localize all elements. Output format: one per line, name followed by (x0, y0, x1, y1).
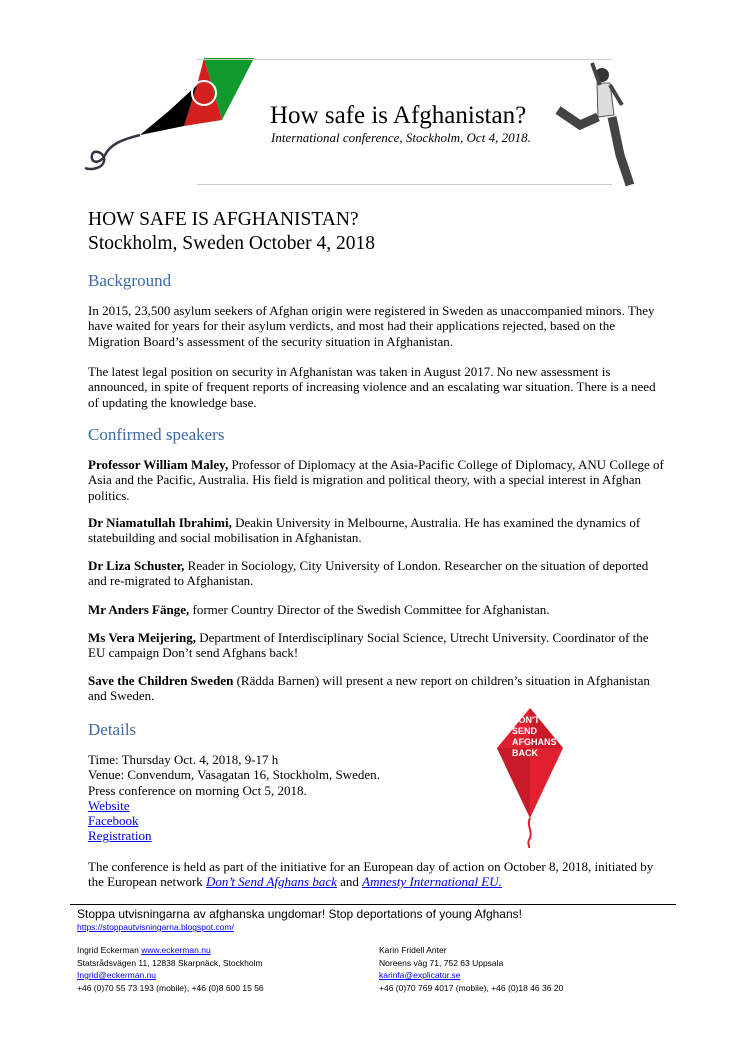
speaker-name: Professor William Maley, (88, 457, 229, 472)
speaker-description: Department of Interdisciplinary Social Science, Utrecht University. Coordinator of the EU campaign Don’t send Afghans back! (88, 630, 649, 661)
contact-phone: +46 (0)70 55 73 193 (mobile), +46 (0)8 600 15 56 (77, 982, 264, 993)
contact-address: Statsrådsvägen 11, 12838 Skarpnäck, Stockholm (77, 957, 263, 968)
svg-text:DON'T: DON'T (512, 715, 540, 725)
details-block (88, 752, 668, 844)
speaker-name: Mr Anders Fänge, (88, 602, 190, 617)
page-subtitle: Stockholm, Sweden October 4, 2018 (88, 233, 376, 254)
details-heading: Details (88, 720, 137, 739)
svg-text:AFGHANS: AFGHANS (512, 737, 557, 747)
contact-address: Noreens väg 71, 752 63 Uppsala (379, 957, 504, 968)
speaker-description: Professor of Diplomacy at the Asia-Pacific College of Diplomacy, ANU College of Asia and the Pacific, Australia. His field is migration and political theory, with a special interest in Afghan politics. (88, 457, 664, 503)
speaker-description: Reader in Sociology, City University of London. Researcher on the situation of deported and re-migrated to Afghanistan. (88, 558, 649, 589)
website-link[interactable]: Website (88, 797, 130, 813)
page-title: HOW SAFE IS AFGHANISTAN? (88, 209, 359, 230)
background-heading: Background (88, 271, 172, 290)
speaker-item (88, 630, 668, 661)
afghan-flag-kite-icon (80, 55, 260, 175)
closing-text: and (336, 874, 363, 890)
speakers-heading: Confirmed speakers (88, 425, 225, 444)
footer-slogan: Stoppa utvisningarna av afghanska ungdomar! Stop deportations of young Afghans! (77, 907, 522, 921)
footer-divider (70, 904, 676, 905)
speaker-item (88, 673, 668, 704)
speaker-description: (Rädda Barnen) will present a new report on children’s situation in Afghanistan and Sweden. (88, 673, 650, 704)
banner-title: How safe is Afghanistan? (270, 102, 527, 129)
speaker-name: Save the Children Sweden (88, 673, 234, 688)
facebook-link[interactable]: Facebook (88, 813, 139, 829)
speaker-description: Deakin University in Melbourne, Australia. He has examined the dynamics of statebuilding and social mobilisation in Afghanistan. (88, 515, 641, 546)
contact-1 (77, 944, 264, 994)
background-paragraph-1: In 2015, 23,500 asylum seekers of Afghan origin were registered in Sweden as unaccompanied minors. They have waited for years for their asylum verdicts, and most had their applications rejected, based on the Migration Board’s assessment of the security situation in Afghanistan. (88, 303, 655, 349)
dont-send-afghans-back-link[interactable]: Don’t Send Afghans back (206, 874, 337, 890)
speaker-name: Ms Vera Meijering, (88, 630, 196, 645)
speaker-description: former Country Director of the Swedish Committee for Afghanistan. (189, 602, 550, 617)
background-paragraph-2: The latest legal position on security in Afghanistan was taken in August 2017. No new assessment is announced, in spite of frequent reports of increasing violence and an escalating war situation. There is a need of updating the knowledge base. (88, 364, 656, 410)
closing-text: The conference is held as part of the initiative for an European day of action on October 8, 2018, initiated by the European network (88, 859, 654, 890)
speaker-item (88, 515, 668, 546)
jumping-boy-illustration (550, 55, 640, 190)
details-press: Press conference on morning Oct 5, 2018. (88, 782, 307, 798)
banner-subtitle: International conference, Stockholm, Oct 4, 2018. (271, 130, 531, 145)
contact-2 (379, 944, 563, 994)
speaker-name: Dr Niamatullah Ibrahimi, (88, 515, 232, 530)
svg-text:SEND: SEND (512, 726, 538, 736)
dont-send-afghans-back-kite-logo (496, 708, 566, 848)
speaker-item (88, 602, 668, 617)
speaker-item (88, 457, 668, 503)
amnesty-link[interactable]: Amnesty International EU. (362, 874, 502, 890)
contact-email-link[interactable]: karinfa@explicator.se (379, 970, 461, 980)
banner (0, 0, 746, 200)
speaker-name: Dr Liza Schuster, (88, 558, 185, 573)
speaker-item (88, 558, 668, 589)
contact-name: Ingrid Eckerman (77, 945, 142, 955)
details-time: Time: Thursday Oct. 4, 2018, 9-17 h (88, 752, 279, 767)
closing-paragraph (88, 859, 668, 890)
blog-link[interactable]: https://stoppautvisningarna.blogspot.com/ (77, 922, 234, 932)
contact-email-link[interactable]: Ingrid@eckerman.nu (77, 970, 157, 980)
eckerman-web-link[interactable]: www.eckerman.nu (141, 945, 211, 955)
details-venue: Venue: Convendum, Vasagatan 16, Stockholm, Sweden. (88, 767, 380, 783)
contact-name: Karin Fridell Anter (379, 945, 447, 955)
svg-text:BACK: BACK (512, 748, 538, 758)
contact-phone: +46 (0)70 769 4017 (mobile), +46 (0)18 46 36 20 (379, 982, 564, 993)
registration-link[interactable]: Registration (88, 828, 152, 844)
